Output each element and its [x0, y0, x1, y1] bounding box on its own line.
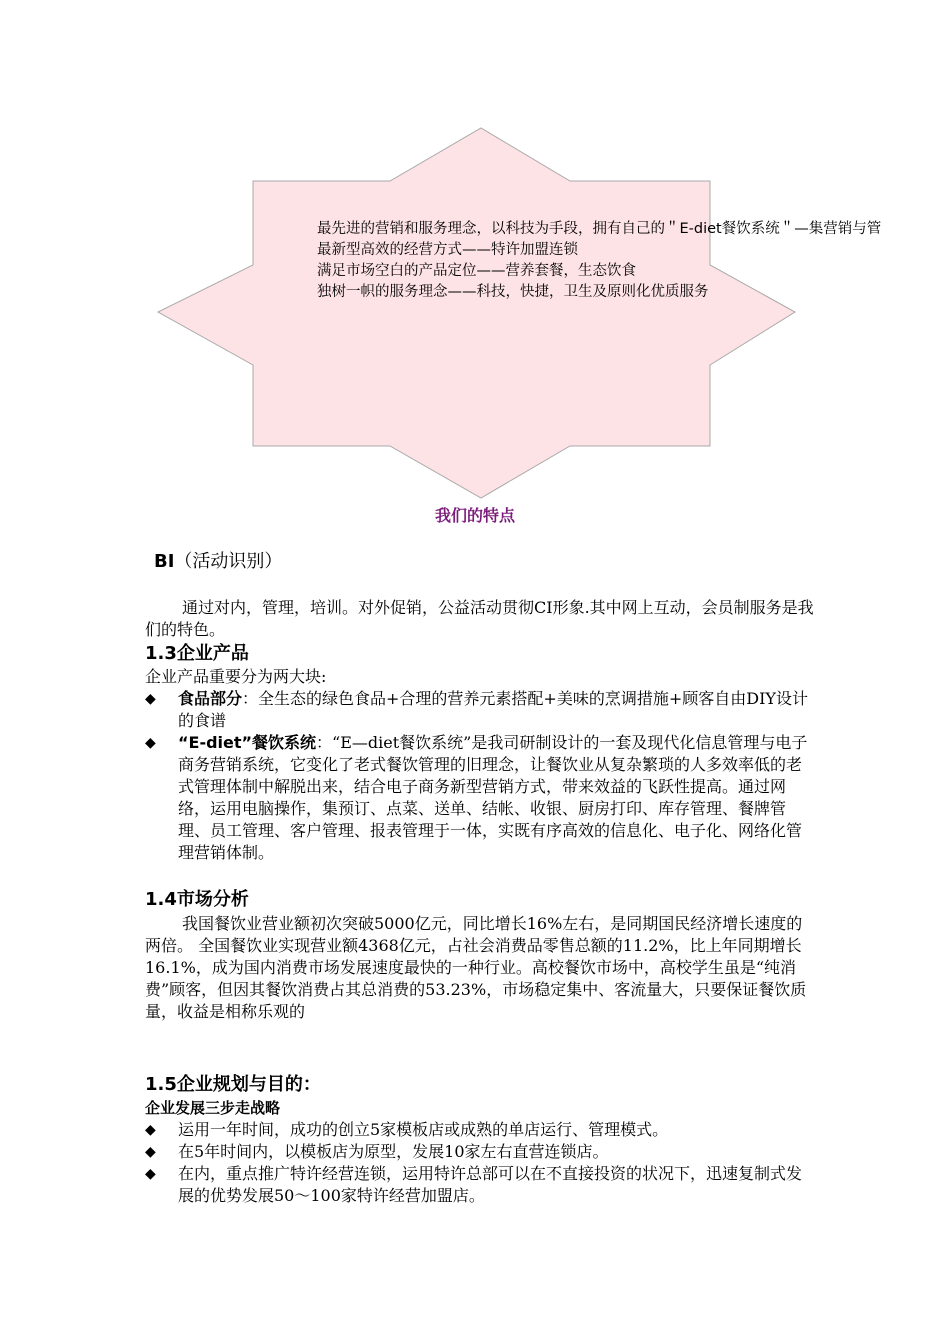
- list-item: [145, 732, 817, 864]
- list-item: [145, 688, 817, 732]
- products-heading: 1.3企业产品: [145, 643, 249, 664]
- item-label: “E-diet”餐饮系统: [178, 733, 317, 752]
- bi-title-bold: BI: [154, 551, 175, 572]
- market-heading: 1.4市场分析: [145, 889, 249, 910]
- planning-subheading: 企业发展三步走战略: [145, 1099, 281, 1117]
- bi-title: [154, 547, 282, 573]
- feature-line: 独树一帜的服务理念——科技，快捷，卫生及原则化优质服务: [317, 284, 709, 300]
- feature-line: 最新型高效的经营方式——特许加盟连锁: [317, 242, 578, 258]
- bi-title-rest: （活动识别）: [174, 551, 283, 572]
- diamond-bullet-icon: ◆: [145, 1166, 156, 1182]
- feature-list: [317, 219, 950, 303]
- diamond-bullet-icon: ◆: [145, 1144, 156, 1160]
- item-text: ：全生态的绿色食品+合理的营养元素搭配+美味的烹调措施+顾客自由DIY设计的食谱: [178, 689, 808, 730]
- diamond-bullet-icon: ◆: [145, 735, 156, 751]
- item-text: ：“E—diet餐饮系统”是我司研制设计的一套及现代化信息管理与电子商务营销系统，它变化了老式餐饮管理的旧理念，让餐饮业从复杂繁琐的人多效率低的老式管理体制中解脱出来，结合电子商务新型营销方式，带来效益的飞跃性提高。通过网络，运用电脑操作，集预订、点菜、送单、结帐、收银、厨房打印、库存管理、餐牌管理、员工管理、客户管理、报表管理于一体，实既有序高效的信息化、电子化、网络化管理营销体制。: [178, 733, 808, 862]
- bi-paragraph: 通过对内，管理，培训。对外促销，公益活动贯彻CI形象.其中网上互动，会员制服务是我们的特色。: [145, 598, 814, 639]
- diamond-bullet-icon: ◆: [145, 691, 156, 707]
- item-text: 在5年时间内，以模板店为原型，发展10家左右直营连锁店。: [178, 1142, 609, 1161]
- star-caption: 我们的特点: [434, 506, 515, 525]
- market-paragraph: 我国餐饮业营业额初次突破5000亿元，同比增长16%左右，是同期国民经济增长速度的两倍。 全国餐饮业实现营业额4368亿元，占社会消费品零售总额的11.2%，比上年同期增长16.1%，成为国内消费市场发展速度最快的一种行业。高校餐饮市场中，高校学生虽是“纯消费”顾客，但因其餐饮消费占其总消费的53.23%，市场稳定集中、客流量大，只要保证餐饮质量，收益是相称乐观的: [145, 914, 807, 1021]
- item-text: 在内，重点推广特许经营连锁，运用特许总部可以在不直接投资的状况下，迅速复制式发展的优势发展50～100家特许经营加盟店。: [178, 1164, 803, 1205]
- feature-line: 满足市场空白的产品定位——营养套餐，生态饮食: [317, 263, 636, 279]
- list-item: [145, 1141, 817, 1163]
- item-label: 食品部分: [178, 689, 243, 708]
- item-text: 运用一年时间，成功的创立5家模板店或成熟的单店运行、管理模式。: [178, 1120, 669, 1139]
- feature-star-shape: [155, 127, 945, 500]
- planning-heading: 1.5企业规划与目的：: [145, 1074, 321, 1095]
- products-intro: 企业产品重要分为两大块:: [145, 667, 327, 686]
- list-item: [145, 1119, 817, 1141]
- products-list: [145, 688, 817, 864]
- planning-list: [145, 1119, 817, 1207]
- list-item: [145, 1163, 817, 1207]
- diamond-bullet-icon: ◆: [145, 1122, 156, 1138]
- feature-line: 最先进的营销和服务理念，以科技为手段，拥有自己的＂E-diet餐饮系统＂—集营销与管: [317, 221, 882, 237]
